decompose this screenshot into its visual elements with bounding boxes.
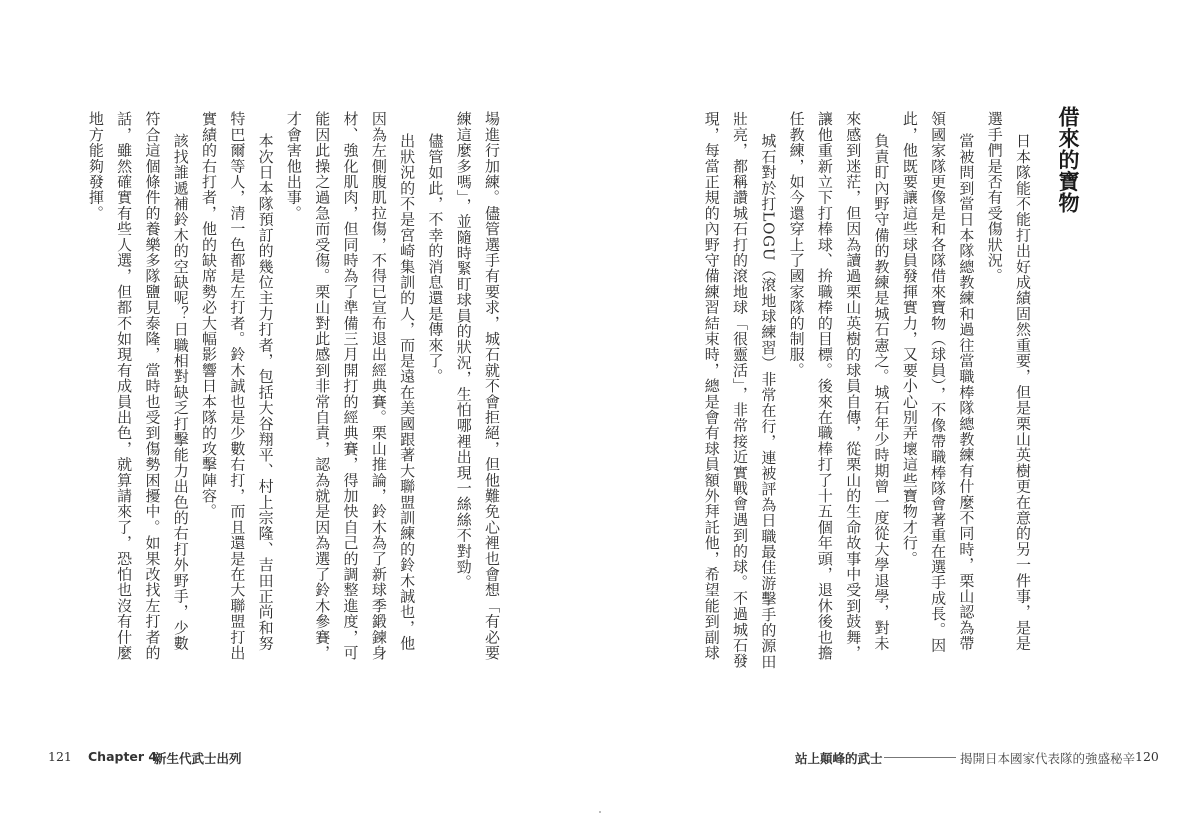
running-header-chapter-label: Chapter 4 [88,749,158,764]
text-column: 能因此操之過急而受傷。栗山對此感到非常自責，認為就是因為選了鈴木參賽， [313,111,332,661]
text-column: 讓他重新立下打棒球、拚職棒的目標。後來在職棒打了十五個年頭，退休後也擔 [815,111,834,661]
running-header-rule [884,757,956,758]
text-column: 地方能夠發揮。 [86,111,105,221]
text-column: 實績的右打者，他的缺席勢必大幅影響日本隊的攻擊陣容。 [200,111,219,520]
text-column: 出狀況的不是宮崎集訓的人，而是遠在美國跟著大聯盟訓練的鈴木誠也，他 [398,133,417,652]
text-column: 符合這個條件的養樂多隊鹽見泰隆，當時也受到傷勢困擾中。如果改找左打者的 [143,111,162,661]
text-column: 城石對於打LOGU（滾地球練習）非常在行，連被評為日職最佳游擊手的源田 [759,133,778,670]
text-column: 儘管如此，不幸的消息還是傳來了。 [426,133,445,385]
text-column: 現，每當正規的內野守備練習結束時，總是會有球員額外拜託他，希望能到副球 [702,111,721,661]
left-page-body [82,111,506,661]
page-number-right: 120 [1135,749,1159,764]
text-column: 領國家隊更像是和各隊借來寶物（球員），不像帶職棒隊會著重在選手成長。因 [929,111,948,653]
text-column: 才會害他出事。 [284,111,303,221]
text-column: 特巴爾等人，清一色都是左打者。鈴木誠也是少數右打，而且還是在大聯盟打出 [228,111,247,661]
text-column: 當被問到當日本隊總教練和過往當職棒隊總教練有什麼不同時，栗山認為帶 [957,133,976,652]
text-column: 壯亮，都稱讚城石打的滾地球「很靈活」，非常接近實戰會遇到的球。不過城石發 [731,111,750,669]
text-column: 選手們是否有受傷狀況。 [985,111,1004,284]
section-title: 借來的寶物 [1056,106,1081,214]
text-column: 因為左側腹肌拉傷，不得已宣布退出經典賽。栗山推論，鈴木為了新球季鍛鍊身 [369,111,388,661]
page-number-left: 121 [48,749,72,764]
running-header-subtitle: 揭開日本國家代表隊的強盛秘辛 [960,751,1136,766]
text-column: 練這麼多嗎」，並隨時緊盯球員的狀況，生怕哪裡出現一絲絲不對勁。 [454,111,473,591]
text-column: 此，他既要讓這些球員發揮實力，又要小心別弄壞這些寶物才行。 [900,111,919,567]
running-header-chapter-name: 新生代武士出列 [154,751,242,766]
text-column: 來感到迷茫，但因為讀過栗山英樹的球員自傳，從栗山的生命故事中受到鼓舞， [844,111,863,661]
running-header-book-title: 站上顛峰的武士 [795,751,883,766]
text-column: 任教練，如今還穿上了國家隊的制服。 [787,111,806,378]
text-column: 場進行加練。儘管選手有要求，城石就不會拒絕，但他難免心裡也會想「有必要 [483,111,501,661]
text-column: 該找誰遞補鈴木的空缺呢？日職相對缺乏打擊能力出色的右打外野手，少數 [171,133,190,652]
gutter-mark [599,811,601,813]
right-page-body [697,111,1037,670]
text-column: 材、強化肌肉，但同時為了準備三月開打的經典賽，得加快自己的調整進度，可 [341,111,360,661]
text-column: 話，雖然確實有些人選，但都不如現有成員出色，就算請來了，恐怕也沒有什麼 [115,111,134,661]
text-column: 本次日本隊預訂的幾位主力打者，包括大谷翔平、村上宗隆、吉田正尚和努 [256,133,275,652]
text-column: 日本隊能不能打出好成績固然重要，但是栗山英樹更在意的另一件事，是是 [1014,133,1032,652]
text-column: 負責盯內野守備的教練是城石憲之。城石年少時期曾一度從大學退學，對未 [872,133,891,652]
